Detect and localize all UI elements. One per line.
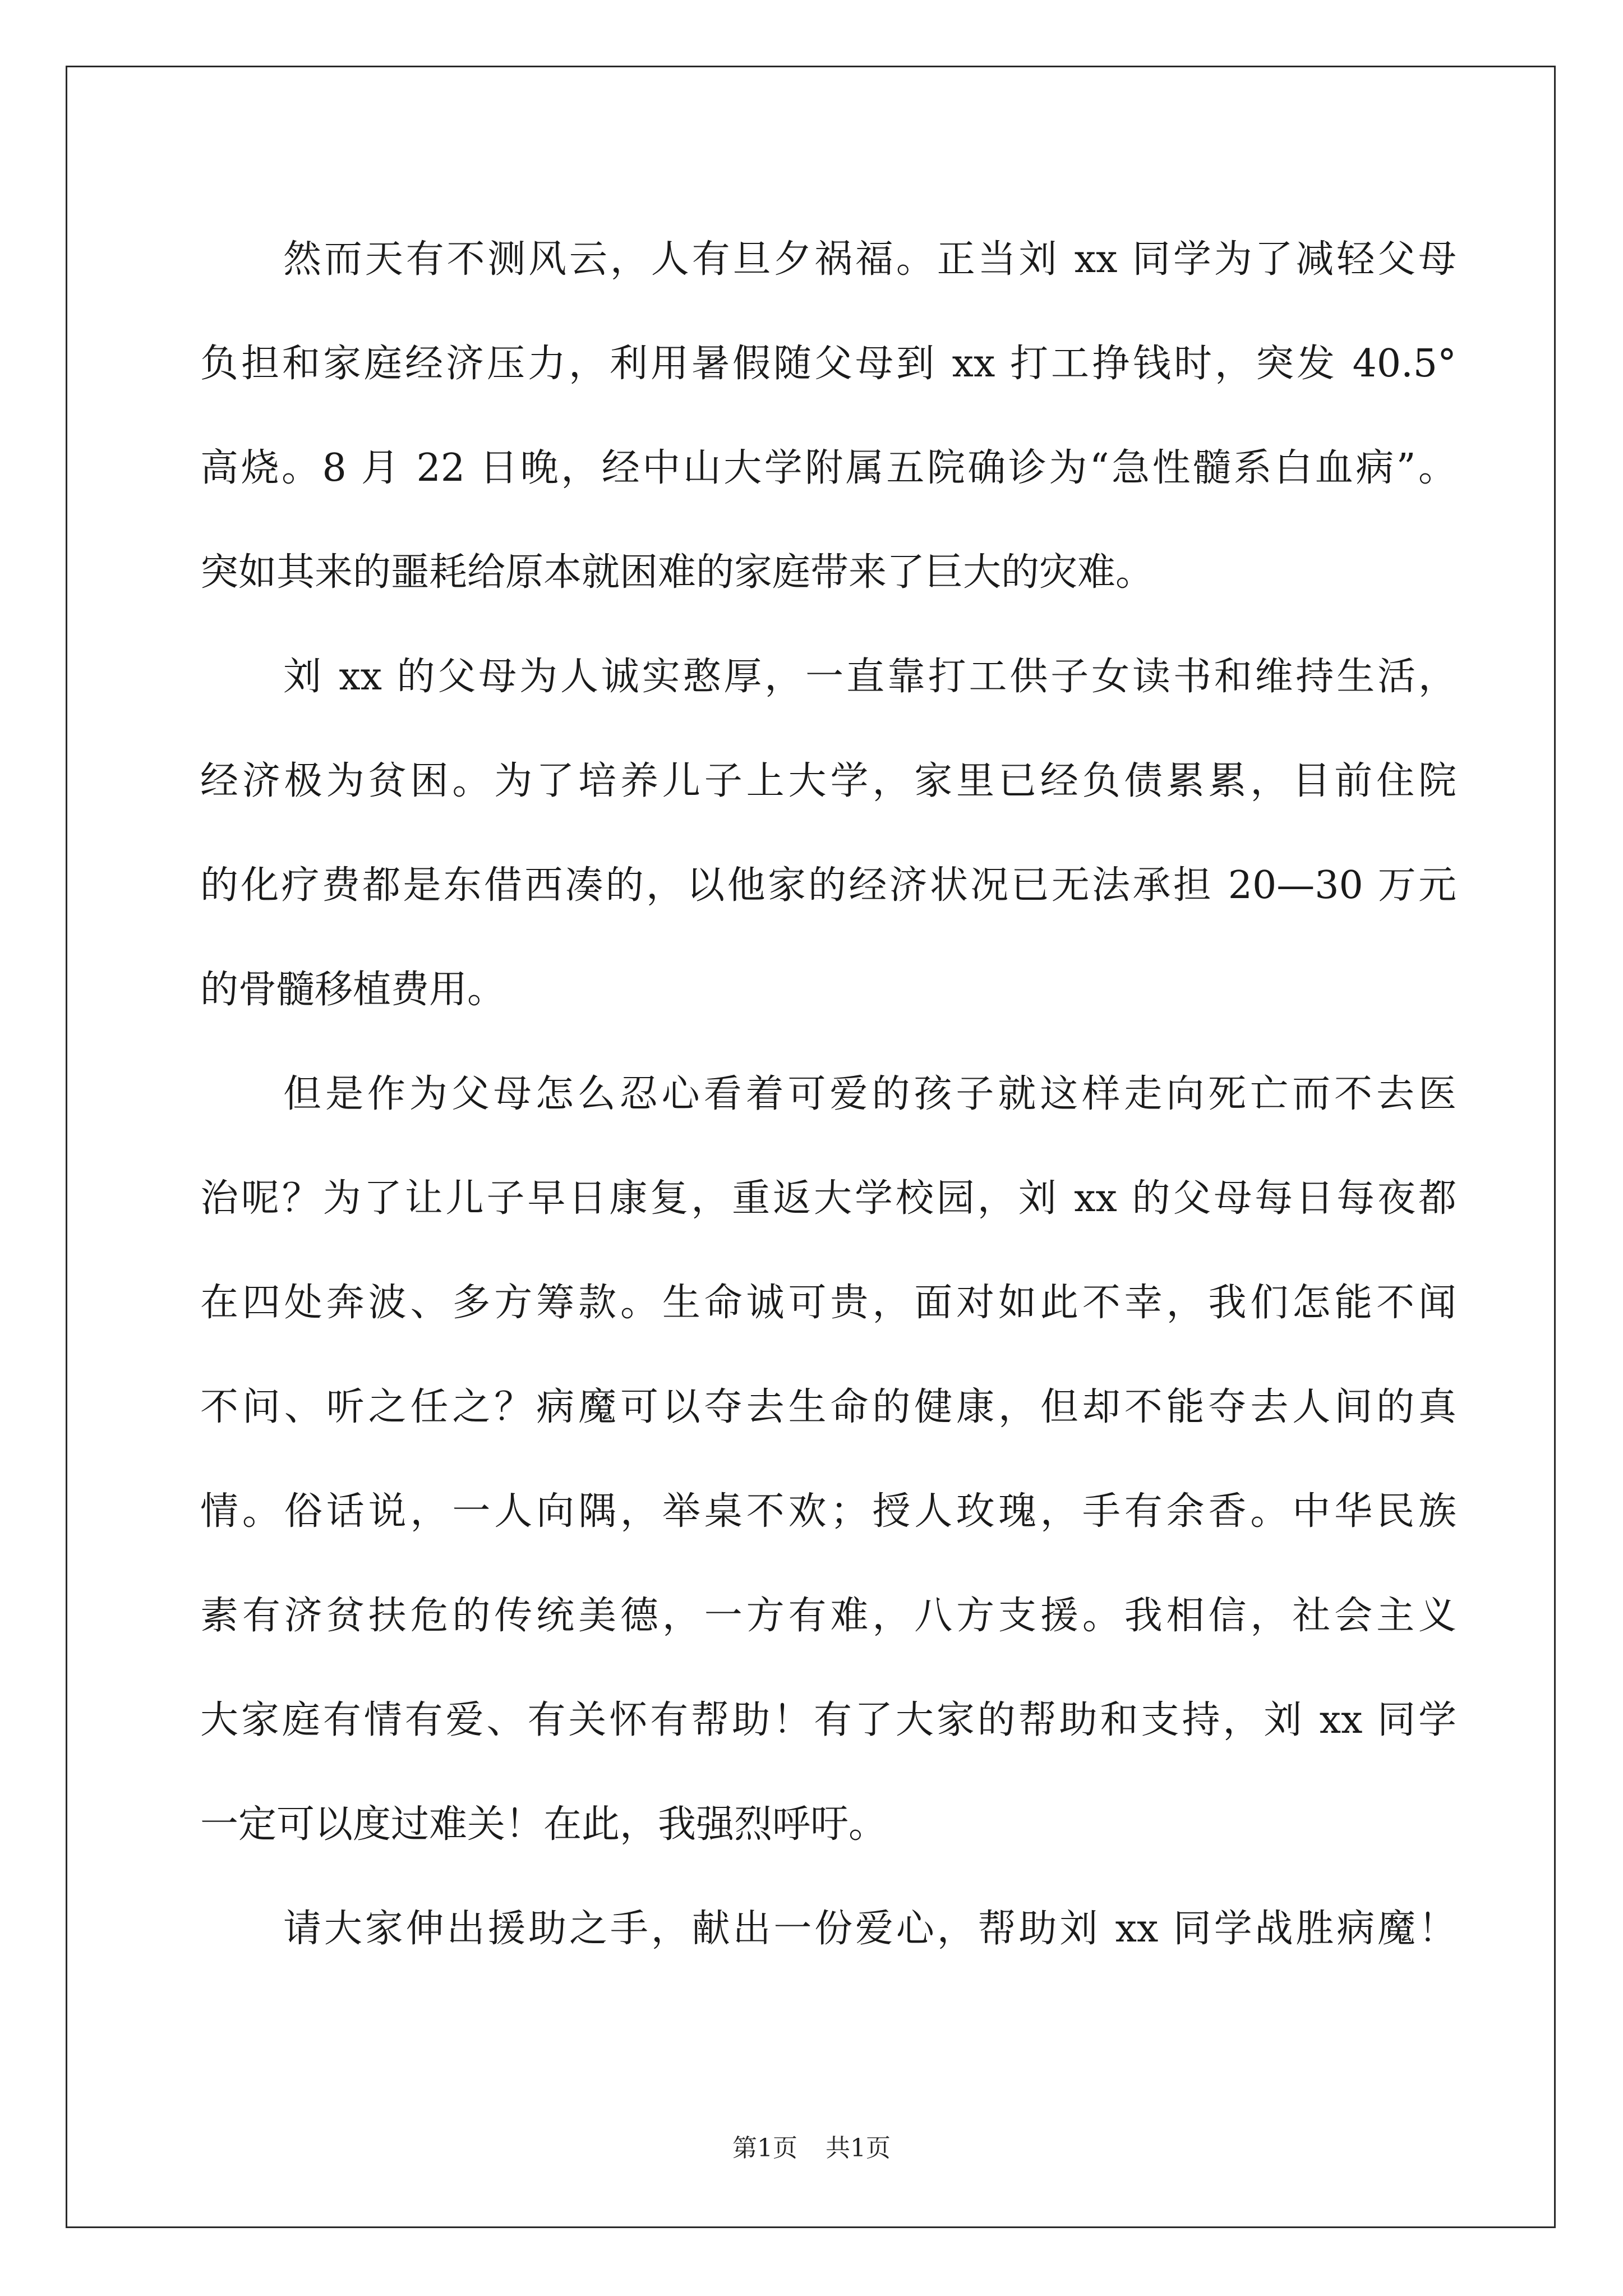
text-line: 治呢？为了让儿子早日康复，重返大学校园，刘 xx 的父母每日每夜都 (200, 1176, 1456, 1221)
page-number: 第1页 (732, 2134, 797, 2162)
text-line: 的骨髓移植费用。 (200, 968, 506, 1012)
text-line: 突如其来的噩耗给原本就困难的家庭带来了巨大的灾难。 (200, 550, 1154, 595)
paragraph-4 (200, 1877, 1456, 1981)
text-line: 素有济贫扶危的传统美德，一方有难，八方支援。我相信，社会主义 (200, 1594, 1456, 1638)
page-footer (0, 2132, 1623, 2165)
paragraph-2 (200, 625, 1456, 1042)
text-line: 的化疗费都是东借西凑的，以他家的经济状况已无法承担 20—30 万元 (200, 863, 1456, 908)
paragraph-1 (200, 208, 1456, 625)
text-line: 负担和家庭经济压力，利用暑假随父母到 xx 打工挣钱时，突发 40.5° (200, 342, 1456, 386)
text-line: 刘 xx 的父母为人诚实憨厚，一直靠打工供子女读书和维持生活， (283, 655, 1456, 699)
text-line: 经济极为贫困。为了培养儿子上大学，家里已经负债累累，目前住院 (200, 759, 1456, 803)
text-line: 在四处奔波、多方筹款。生命诚可贵，面对如此不幸，我们怎能不闻 (200, 1281, 1456, 1325)
text-line: 请大家伸出援助之手，献出一份爱心，帮助刘 xx 同学战胜病魔！ (283, 1907, 1456, 1951)
text-line: 但是作为父母怎么忍心看着可爱的孩子就这样走向死亡而不去医 (283, 1072, 1456, 1116)
page-total: 共1页 (826, 2134, 891, 2162)
text-line: 情。俗话说，一人向隅，举桌不欢；授人玫瑰，手有余香。中华民族 (200, 1489, 1456, 1534)
text-line: 不问、听之任之？病魔可以夺去生命的健康，但却不能夺去人间的真 (200, 1385, 1456, 1429)
text-line: 然而天有不测风云，人有旦夕祸福。正当刘 xx 同学为了减轻父母 (283, 237, 1456, 282)
paragraph-3 (200, 1042, 1456, 1877)
document-body (200, 208, 1456, 1981)
text-line: 大家庭有情有爱、有关怀有帮助！有了大家的帮助和支持，刘 xx 同学 (200, 1698, 1456, 1742)
text-line: 一定可以度过难关！在此，我强烈呼吁。 (200, 1802, 887, 1847)
text-line: 高烧。8 月 22 日晚，经中山大学附属五院确诊为“急性髓系白血病”。 (200, 446, 1456, 490)
